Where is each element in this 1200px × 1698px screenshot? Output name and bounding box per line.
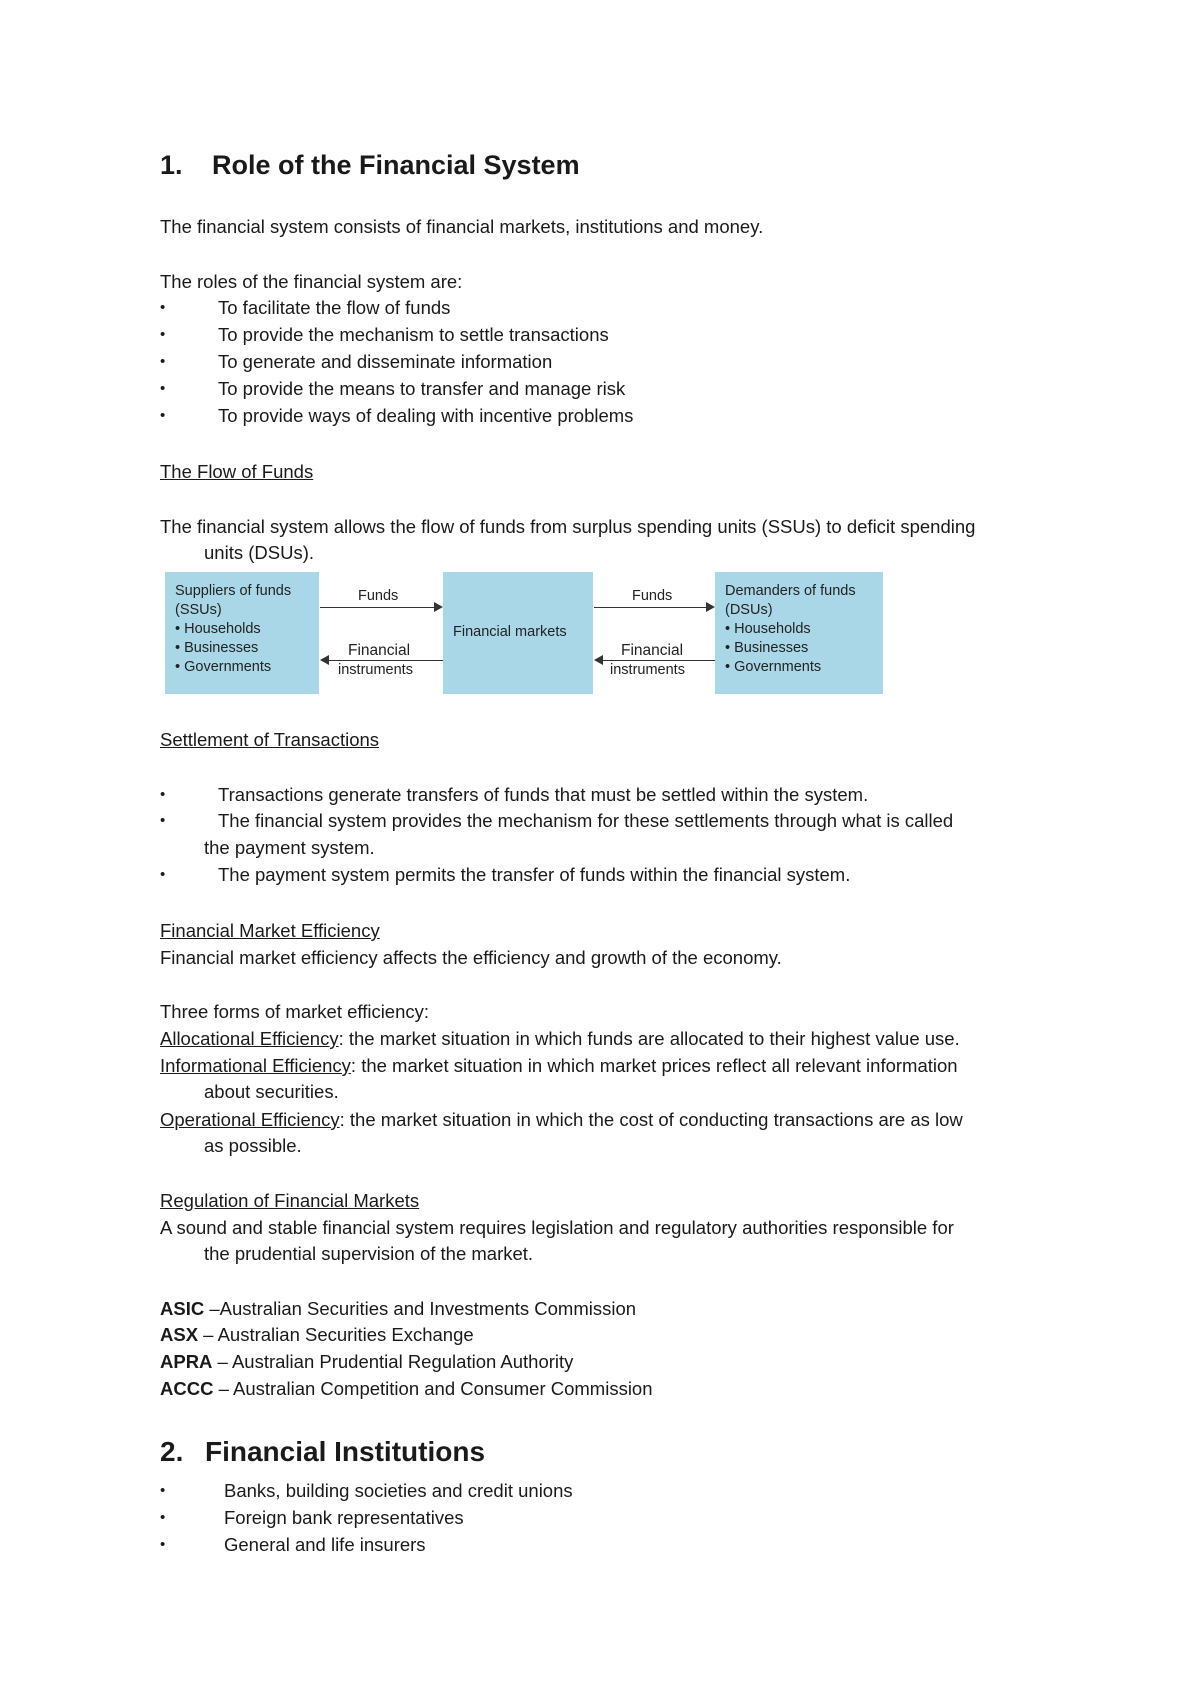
list-item: The payment system permits the transfer of funds within the financial system.	[218, 864, 851, 885]
list-item: Banks, building societies and credit unions	[224, 1480, 573, 1501]
bullet-icon: •	[160, 812, 166, 829]
bullet-icon: •	[160, 1482, 166, 1499]
informational-def-cont: about securities.	[204, 1081, 339, 1102]
regulation-text-line1: A sound and stable financial system requires legislation and regulatory authorities responsible for	[160, 1217, 954, 1238]
arrow-right-icon	[706, 602, 715, 612]
flow-heading: The Flow of Funds	[160, 461, 314, 482]
bullet-icon: •	[160, 866, 166, 883]
authority-name: – Australian Securities Exchange	[198, 1324, 474, 1345]
suppliers-title: Suppliers of funds	[175, 583, 292, 599]
authority-name: – Australian Prudential Regulation Authority	[212, 1351, 574, 1372]
operational-def-cont: as possible.	[204, 1135, 302, 1156]
suppliers-subtitle: (SSUs)	[175, 602, 222, 618]
demanders-item: • Businesses	[725, 640, 809, 656]
efficiency-heading: Financial Market Efficiency	[160, 920, 380, 941]
list-item: Transactions generate transfers of funds that must be settled within the system.	[218, 784, 869, 805]
regulation-heading: Regulation of Financial Markets	[160, 1190, 420, 1211]
allocational-term: Allocational Efficiency	[160, 1028, 339, 1049]
section-number: 2.	[160, 1436, 184, 1467]
list-item: To provide the mechanism to settle transactions	[218, 324, 609, 345]
operational-term: Operational Efficiency	[160, 1109, 340, 1130]
informational-term: Informational Efficiency	[160, 1055, 351, 1076]
authority-item	[160, 1376, 653, 1402]
authority-abbr: ASIC	[160, 1298, 205, 1319]
section-title: Role of the Financial System	[212, 150, 580, 180]
allocational-efficiency	[160, 1026, 960, 1052]
informational-efficiency	[160, 1053, 958, 1079]
flow-text-line1: The financial system allows the flow of funds from surplus spending units (SSUs) to deficit spending	[160, 516, 976, 537]
flow-text-line2: units (DSUs).	[204, 542, 314, 563]
suppliers-box	[165, 572, 319, 694]
arrow-left-icon	[320, 655, 329, 665]
authority-abbr: ASX	[160, 1324, 199, 1345]
efficiency-text: Financial market efficiency affects the efficiency and growth of the economy.	[160, 947, 782, 968]
authority-abbr: ACCC	[160, 1378, 214, 1399]
arrow-left-icon	[594, 655, 603, 665]
arrow-right-icon	[434, 602, 443, 612]
markets-label: Financial markets	[453, 624, 567, 640]
instruments-label: instruments	[610, 662, 685, 678]
list-item: General and life insurers	[224, 1534, 426, 1555]
demanders-box	[715, 572, 883, 694]
markets-box	[443, 572, 593, 694]
intro-text: The financial system consists of financial markets, institutions and money.	[160, 216, 764, 237]
suppliers-item: • Businesses	[175, 640, 259, 656]
section-title: Financial Institutions	[205, 1436, 486, 1467]
operational-def: : the market situation in which the cost of conducting transactions are as low	[339, 1109, 963, 1130]
operational-efficiency	[160, 1107, 963, 1133]
regulation-text-line2: the prudential supervision of the market.	[204, 1243, 534, 1264]
instruments-label: instruments	[338, 662, 413, 678]
bullet-icon: •	[160, 1509, 166, 1526]
funds-arrow-line	[320, 607, 434, 608]
authority-abbr: APRA	[160, 1351, 213, 1372]
funds-label: Funds	[632, 588, 673, 604]
list-item: The financial system provides the mechanism for these settlements through what is called	[218, 810, 954, 831]
suppliers-item: • Households	[175, 621, 261, 637]
authority-item	[160, 1349, 573, 1375]
demanders-item: • Governments	[725, 659, 822, 675]
funds-arrow-line	[594, 607, 706, 608]
informational-def: : the market situation in which market prices reflect all relevant information	[350, 1055, 958, 1076]
demanders-title: Demanders of funds	[725, 583, 856, 599]
efficiency-forms-lead: Three forms of market efficiency:	[160, 1001, 430, 1022]
list-item: Foreign bank representatives	[224, 1507, 464, 1528]
authority-name: – Australian Competition and Consumer Commission	[213, 1378, 653, 1399]
funds-label: Funds	[358, 588, 399, 604]
bullet-icon: •	[160, 326, 166, 343]
list-item: To generate and disseminate information	[218, 351, 553, 372]
list-item: To provide ways of dealing with incentive problems	[218, 405, 634, 426]
demanders-item: • Households	[725, 621, 811, 637]
bullet-icon: •	[160, 353, 166, 370]
section-number: 1.	[160, 150, 183, 180]
authority-name: –Australian Securities and Investments Commission	[204, 1298, 637, 1319]
settlement-heading: Settlement of Transactions	[160, 729, 380, 750]
bullet-icon: •	[160, 407, 166, 424]
authority-item	[160, 1296, 636, 1322]
roles-lead: The roles of the financial system are:	[160, 271, 463, 292]
allocational-def: : the market situation in which funds are allocated to their highest value use.	[338, 1028, 960, 1049]
bullet-icon: •	[160, 380, 166, 397]
demanders-subtitle: (DSUs)	[725, 602, 773, 618]
authority-item	[160, 1322, 474, 1348]
bullet-icon: •	[160, 1536, 166, 1553]
list-item: To facilitate the flow of funds	[218, 297, 451, 318]
bullet-icon: •	[160, 299, 166, 316]
list-item-continued: the payment system.	[204, 837, 375, 858]
bullet-icon: •	[160, 786, 166, 803]
instruments-label: Financial	[348, 642, 411, 659]
list-item: To provide the means to transfer and manage risk	[218, 378, 626, 399]
instruments-label: Financial	[621, 642, 684, 659]
suppliers-item: • Governments	[175, 659, 272, 675]
